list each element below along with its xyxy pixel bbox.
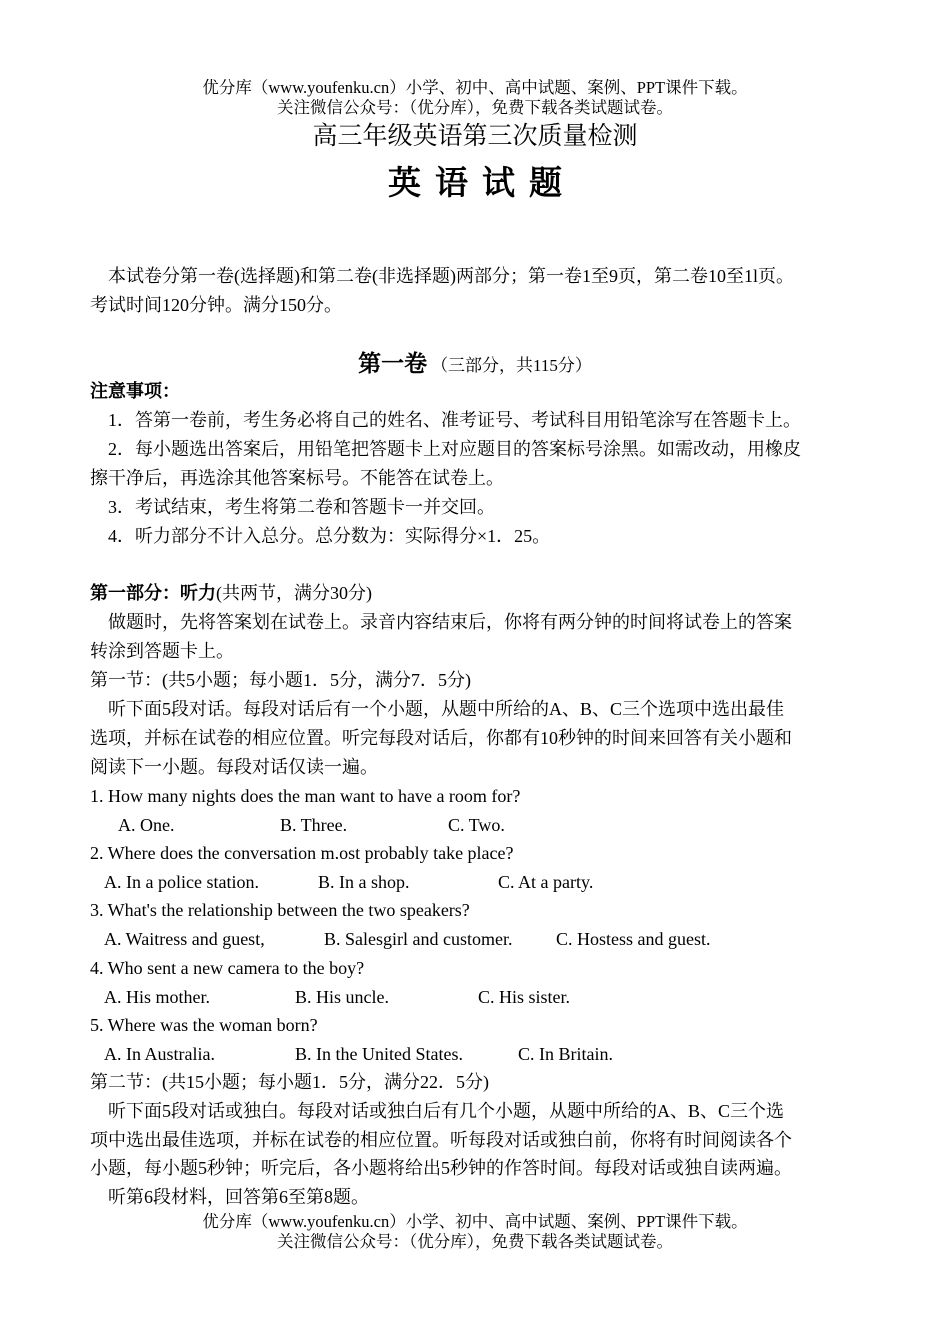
volume-1-score: （三部分，共115分） (431, 356, 592, 375)
volume-1-heading (0, 350, 950, 381)
question-4-option-c: C. His sister. (478, 987, 571, 1007)
question-4-option-b: B. His uncle. (295, 987, 389, 1007)
section-1-desc-3: 阅读下一小题。每段对话仅读一遍。 (90, 757, 378, 777)
question-3-option-c: C. Hostess and guest. (556, 929, 711, 949)
section-1-desc-2: 选项，并标在试卷的相应位置。听完每段对话后，你都有10秒钟的时间来回答有关小题和 (90, 728, 792, 748)
question-5-option-c: C. In Britain. (518, 1044, 613, 1064)
question-2-option-b: B. In a shop. (318, 872, 410, 892)
header-line-1: 优分库（www.youfenku.cn）小学、初中、高中试题、案例、PPT课件下载。 (202, 78, 748, 97)
question-5-option-a: A. In Australia. (104, 1044, 215, 1064)
question-1-option-c: C. Two. (448, 815, 505, 835)
notes-heading: 注意事项： (90, 381, 180, 401)
note-2a: 2．每小题选出答案后，用铅笔把答题卡上对应题目的答案标号涂黑。如需改动，用橡皮 (108, 439, 801, 459)
question-4-option-a: A. His mother. (104, 987, 210, 1007)
volume-1-title: 第一卷 (358, 351, 428, 376)
question-1-option-b: B. Three. (280, 815, 348, 835)
question-2-option-a: A. In a police station. (104, 872, 259, 892)
question-3-option-b: B. Salesgirl and customer. (324, 929, 513, 949)
note-4: 4．听力部分不计入总分。总分数为：实际得分×1．25。 (108, 526, 551, 546)
part-1-desc-2: 转涂到答题卡上。 (90, 641, 234, 661)
footer-line-2: 关注微信公众号：（优分库），免费下载各类试题试卷。 (277, 1232, 673, 1251)
part-1-heading-score: (共两节，满分30分) (216, 583, 372, 603)
part-1-desc-1: 做题时，先将答案划在试卷上。录音内容结束后，你将有两分钟的时间将试卷上的答案 (108, 612, 792, 632)
footer-line-1: 优分库（www.youfenku.cn）小学、初中、高中试题、案例、PPT课件下载。 (202, 1212, 748, 1231)
part-1-heading-bold: 第一部分：听力 (90, 583, 216, 603)
question-4: 4. Who sent a new camera to the boy? (90, 958, 365, 978)
section-2-desc-3: 小题，每小题5秒钟；听完后，各小题将给出5秒钟的作答时间。每段对话或独自读两遍。 (90, 1158, 792, 1178)
question-2: 2. Where does the conversation m.ost probably take place? (90, 843, 514, 863)
section-2-desc-2: 项中选出最佳选项，并标在试卷的相应位置。听每段对话或独白前，你将有时间阅读各个 (90, 1130, 792, 1150)
intro-line-2: 考试时间120分钟。满分150分。 (90, 295, 342, 315)
question-3: 3. What's the relationship between the two speakers? (90, 900, 470, 920)
header-line-2: 关注微信公众号：（优分库），免费下载各类试题试卷。 (277, 98, 673, 117)
note-3: 3．考试结束，考生将第二卷和答题卡一并交回。 (108, 497, 495, 517)
section-2-desc-1: 听下面5段对话或独白。每段对话或独白后有几个小题，从题中所给的A、B、C三个选 (108, 1101, 785, 1121)
note-1: 1．答第一卷前，考生务必将自己的姓名、准考证号、考试科目用铅笔涂写在答题卡上。 (108, 410, 801, 430)
section-1-heading: 第一节：(共5小题；每小题1．5分，满分7．5分) (90, 670, 471, 690)
section-2-heading: 第二节：(共15小题；每小题1．5分，满分22．5分) (90, 1072, 489, 1092)
question-5-option-b: B. In the United States. (295, 1044, 463, 1064)
question-1-option-a: A. One. (118, 815, 175, 835)
section-1-desc-1: 听下面5段对话。每段对话后有一个小题，从题中所给的A、B、C三个选项中选出最佳 (108, 699, 785, 719)
question-5: 5. Where was the woman born? (90, 1015, 318, 1035)
intro-line-1: 本试卷分第一卷(选择题)和第二卷(非选择题)两部分；第一卷1至9页，第二卷10至1l页。 (108, 266, 794, 286)
exam-subtitle: 英语试题 (388, 166, 576, 202)
question-1: 1. How many nights does the man want to have a room for? (90, 786, 521, 806)
section-2-desc-4: 听第6段材料，回答第6至第8题。 (108, 1187, 369, 1207)
question-3-option-a: A. Waitress and guest, (104, 929, 265, 949)
note-2b: 擦干净后，再选涂其他答案标号。不能答在试卷上。 (90, 468, 504, 488)
part-1-heading (90, 582, 372, 604)
question-2-option-c: C. At a party. (498, 872, 594, 892)
exam-title: 高三年级英语第三次质量检测 (312, 123, 638, 150)
